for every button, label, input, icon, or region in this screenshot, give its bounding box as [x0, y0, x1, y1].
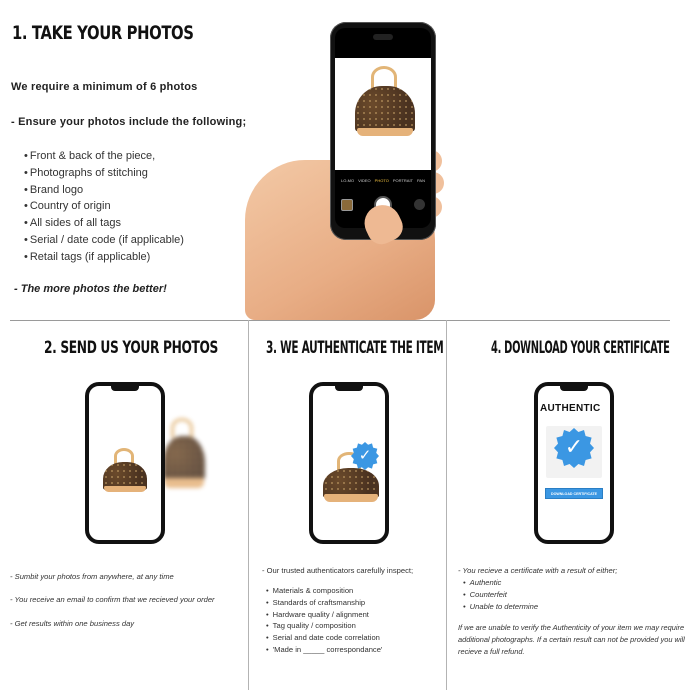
camera-mode-label: PHOTO [374, 177, 389, 183]
gallery-thumbnail-icon [341, 199, 353, 211]
list-item: • Photographs of stitching [24, 165, 184, 182]
phone-outline-send [85, 382, 165, 544]
step2-line: - Get results within one business day [10, 619, 135, 628]
dynamic-island [373, 34, 393, 40]
list-item: • Hardware quality / alignment [266, 609, 382, 621]
refund-note: If we are unable to verify the Authenticity of your item we may require additional photographs. If a certain result can not be provided you will recieve a full refund. [458, 623, 685, 656]
handbag-image [103, 448, 147, 498]
camera-mode-label: LO-MO [341, 177, 355, 183]
list-item: • Standards of craftsmanship [266, 597, 382, 609]
step4-heading: 4. DOWNLOAD YOUR CERTIFICATE [491, 338, 670, 358]
step2-line: - Sumbit your photos from anywhere, at any time [10, 572, 174, 581]
verified-check-icon: ✓ [554, 428, 594, 468]
step2-heading: 2. SEND US YOUR PHOTOS [44, 338, 219, 358]
list-item: • Authentic [463, 577, 538, 589]
handbag-image [355, 66, 415, 146]
list-item: • Retail tags (if applicable) [24, 249, 184, 266]
column-divider [248, 320, 249, 690]
list-item: • Unable to determine [463, 601, 538, 613]
list-item: • Front & back of the piece, [24, 148, 184, 165]
camera-mode-label: PAN [417, 177, 425, 183]
step3-heading: 3. WE AUTHENTICATE THE ITEM [266, 338, 444, 358]
verified-check-icon: ✓ [351, 442, 379, 470]
list-item: • Counterfeit [463, 589, 538, 601]
list-item: • Brand logo [24, 182, 184, 199]
download-certificate-button[interactable]: DOWNLOAD CERTIFICATE [545, 488, 603, 499]
phone-outline-authenticate [309, 382, 389, 544]
minimum-photos-text: We require a minimum of 6 photos [11, 81, 198, 93]
column-divider [446, 320, 447, 690]
list-item: • Materials & composition [266, 585, 382, 597]
camera-mode-bar [335, 170, 431, 190]
certificate-result-title: AUTHENTIC [540, 403, 601, 414]
list-item: • Serial / date code (if applicable) [24, 232, 184, 249]
list-item: • Tag quality / composition [266, 620, 382, 632]
step3-intro: - Our trusted authenticators carefully inspect; [262, 566, 414, 575]
camera-viewfinder [335, 58, 431, 170]
camera-mode-label: PORTRAIT [392, 177, 413, 183]
blurred-handbag-image [163, 418, 205, 490]
inspection-list [266, 585, 382, 656]
camera-mode-label: VIDEO [358, 177, 371, 183]
step2-line: - You receive an email to confirm that we recieved your order [10, 595, 215, 604]
photo-requirements-list [24, 148, 184, 266]
section-divider [10, 320, 670, 321]
flip-camera-icon [414, 199, 425, 210]
list-item: • All sides of all tags [24, 215, 184, 232]
step1-heading: 1. TAKE YOUR PHOTOS [12, 22, 194, 44]
list-item: • 'Made in _____ correspondance' [266, 644, 382, 656]
certificate-results-list [463, 577, 538, 612]
more-photos-text: - The more photos the better! [14, 283, 167, 295]
ensure-photos-text: - Ensure your photos include the following; [11, 116, 247, 128]
list-item: • Serial and date code correlation [266, 632, 382, 644]
step4-intro: - You recieve a certificate with a result of either; [458, 566, 618, 575]
list-item: • Country of origin [24, 198, 184, 215]
